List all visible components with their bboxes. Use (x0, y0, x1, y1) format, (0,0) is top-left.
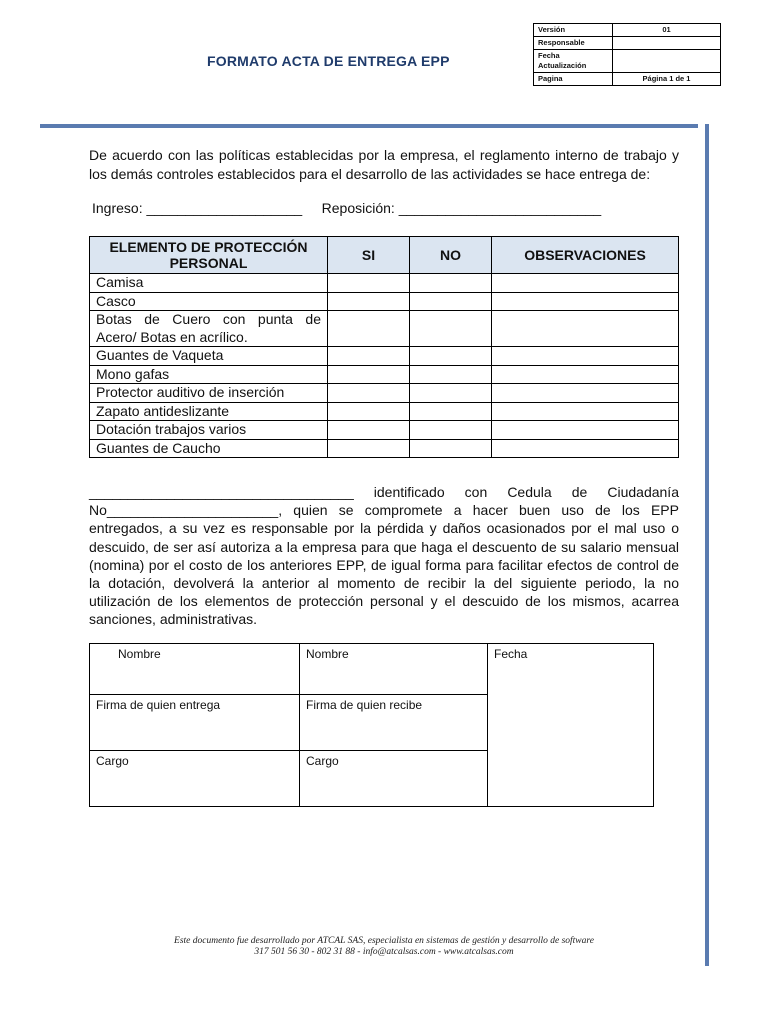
header-si: SI (328, 237, 410, 274)
header-no: NO (410, 237, 492, 274)
cargo-recibe-cell[interactable]: Cargo (300, 751, 488, 807)
item-dotacion: Dotación trabajos varios (90, 421, 328, 440)
side-divider (705, 124, 709, 966)
item-casco: Casco (90, 292, 328, 311)
meta-value: Página 1 de 1 (613, 73, 721, 86)
cell-si[interactable] (328, 384, 410, 403)
item-protector-auditivo: Protector auditivo de inserción (90, 384, 328, 403)
cell-si[interactable] (328, 421, 410, 440)
header-divider (40, 124, 698, 128)
cell-no[interactable] (410, 347, 492, 366)
table-row (90, 384, 679, 403)
meta-row-pagina (534, 73, 721, 86)
meta-row-version (534, 24, 721, 37)
cell-no[interactable] (410, 439, 492, 458)
item-mono-gafas: Mono gafas (90, 365, 328, 384)
cell-si[interactable] (328, 402, 410, 421)
table-row (90, 292, 679, 311)
cell-no[interactable] (410, 384, 492, 403)
table-row (90, 439, 679, 458)
fecha-cell[interactable]: Fecha (488, 644, 654, 807)
cell-observaciones[interactable] (492, 274, 679, 293)
cell-observaciones[interactable] (492, 347, 679, 366)
firma-recibe-cell[interactable]: Firma de quien recibe (300, 695, 488, 751)
header-elemento: ELEMENTO DE PROTECCIÓN PERSONAL (90, 237, 328, 274)
epp-header-row (90, 237, 679, 274)
cell-si[interactable] (328, 439, 410, 458)
cell-si[interactable] (328, 311, 410, 347)
intro-paragraph: De acuerdo con las políticas establecidas por la empresa, el reglamento interno de trabajo y los demás controles establecidos para el desarrollo de las actividades se hace entrega de: (89, 147, 679, 182)
item-guantes-vaqueta: Guantes de Vaqueta (90, 347, 328, 366)
meta-row-responsable (534, 37, 721, 50)
nombre-recibe-cell[interactable]: Nombre (300, 644, 488, 695)
cell-no[interactable] (410, 402, 492, 421)
footer (0, 936, 768, 958)
epp-table (89, 236, 679, 458)
commitment-paragraph: __________________________________ identificado con Cedula de Ciudadanía No______________________, quien se compromete a hacer buen uso de los EPP entregados, a su vez es responsable por la pérdida y daños ocasionados por el mal uso o descuido, de ser así autoriza a la empresa para que haga el descuento de su salario mensual (nomina) por el costo de los anteriores EPP, de igual forma para facilitar efectos de control de la dotación, devolverá la anterior al momento de recibir la del siguiente periodo, la no utilización de los elementos de protección personal y el descuido de los mismos, acarrea sanciones, administrativas. (89, 484, 679, 628)
cell-no[interactable] (410, 365, 492, 384)
cell-observaciones[interactable] (492, 402, 679, 421)
meta-value: 01 (613, 24, 721, 37)
cell-observaciones[interactable] (492, 292, 679, 311)
entry-type-line (92, 200, 601, 216)
table-row (90, 421, 679, 440)
cell-si[interactable] (328, 292, 410, 311)
meta-label: Fecha Actualización (534, 50, 613, 73)
header-observaciones: OBSERVACIONES (492, 237, 679, 274)
table-row (90, 311, 679, 347)
meta-label: Versión (534, 24, 613, 37)
cargo-entrega-cell[interactable]: Cargo (90, 751, 300, 807)
cell-si[interactable] (328, 274, 410, 293)
cell-observaciones[interactable] (492, 311, 679, 347)
cell-no[interactable] (410, 421, 492, 440)
item-guantes-caucho: Guantes de Caucho (90, 439, 328, 458)
cell-no[interactable] (410, 274, 492, 293)
ingreso-field: Ingreso: ____________________ (92, 200, 303, 216)
meta-value (613, 50, 721, 73)
cell-no[interactable] (410, 292, 492, 311)
nombre-entrega-cell[interactable]: Nombre (90, 644, 300, 695)
footer-line-1: Este documento fue desarrollado por ATCAL SAS, especialista en sistemas de gestión y desarrollo de software (174, 936, 594, 946)
meta-label: Responsable (534, 37, 613, 50)
meta-row-fecha (534, 50, 721, 73)
cell-si[interactable] (328, 347, 410, 366)
footer-line-2: 317 501 56 30 - 802 31 88 - info@atcalsas.com - www.atcalsas.com (254, 947, 514, 957)
table-row (90, 347, 679, 366)
cell-no[interactable] (410, 311, 492, 347)
item-botas: Botas de Cuero con punta de Acero/ Botas en acrílico. (90, 311, 328, 347)
reposicion-field: Reposición: __________________________ (321, 200, 602, 216)
meta-value (613, 37, 721, 50)
signature-table (89, 643, 654, 807)
table-row (90, 274, 679, 293)
cell-observaciones[interactable] (492, 384, 679, 403)
cell-observaciones[interactable] (492, 365, 679, 384)
table-row (90, 402, 679, 421)
document-title: FORMATO ACTA DE ENTREGA EPP (207, 53, 450, 69)
cell-observaciones[interactable] (492, 421, 679, 440)
meta-label: Pagina (534, 73, 613, 86)
signature-row-nombre (90, 644, 654, 695)
document-meta-table (533, 23, 721, 86)
cell-si[interactable] (328, 365, 410, 384)
table-row (90, 365, 679, 384)
cell-observaciones[interactable] (492, 439, 679, 458)
item-zapato: Zapato antideslizante (90, 402, 328, 421)
firma-entrega-cell[interactable]: Firma de quien entrega (90, 695, 300, 751)
item-camisa: Camisa (90, 274, 328, 293)
